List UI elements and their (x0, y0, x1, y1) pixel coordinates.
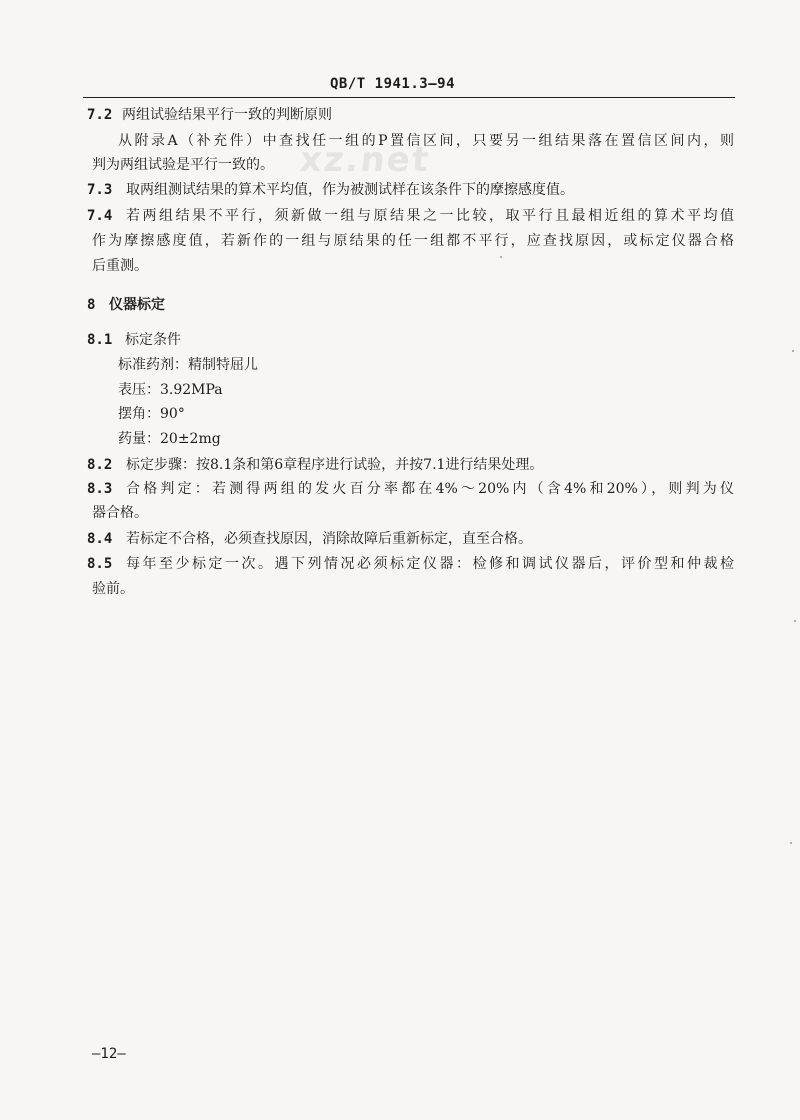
section-8-5-line1: 每年至少标定一次。遇下列情况必须标定仪器：检修和调试仪器后，评价型和仲裁检 (126, 556, 734, 572)
section-7-2-number: 7.2 (87, 107, 113, 123)
section-7-4-line1: 若两组结果不平行，须新做一组与原结果之一比较，取平行且最相近组的算术平均值 (126, 208, 734, 224)
section-7-2-para-line1: 从附录A（补充件）中查找任一组的P置信区间，只要另一组结果落在置信区间内，则 (118, 133, 734, 149)
section-7-2-para-line2: 判为两组试验是平行一致的。 (92, 157, 274, 173)
section-8-1-number: 8.1 (87, 332, 113, 348)
scan-speck (792, 350, 794, 352)
section-8-number: 8 (87, 297, 96, 313)
header-rule (83, 97, 735, 98)
section-8-5-number: 8.5 (87, 556, 113, 572)
section-8-4-number: 8.4 (87, 531, 113, 547)
section-8-1-title: 标定条件 (125, 332, 181, 348)
section-7-4-line3: 后重测。 (92, 258, 148, 274)
page-number: —12— (92, 1046, 126, 1062)
section-8-title: 仪器标定 (109, 297, 165, 313)
section-8-2-text: 标定步骤：按8.1条和第6章程序进行试验，并按7.1进行结果处理。 (126, 457, 544, 473)
section-8-2-number: 8.2 (87, 457, 113, 473)
scan-speck (500, 256, 502, 258)
calibration-condition-item: 标准药剂：精制特屈儿 (118, 357, 258, 373)
section-8-3-line1: 合格判定：若测得两组的发火百分率都在4%～20%内（含4%和20%），则判为仪 (126, 481, 734, 497)
calibration-condition-item: 表压：3.92MPa (118, 382, 223, 398)
calibration-condition-item: 药量：20±2mg (118, 431, 221, 447)
section-7-4-number: 7.4 (87, 208, 113, 224)
scan-speck (794, 620, 796, 622)
scan-speck (790, 842, 792, 844)
section-8-3-line2: 器合格。 (92, 505, 148, 521)
section-8-5-line2: 验前。 (92, 581, 134, 597)
section-8-3-number: 8.3 (87, 481, 113, 497)
standard-code-header: QB/T 1941.3—94 (330, 76, 456, 92)
section-8-4-text: 若标定不合格，必须查找原因，消除故障后重新标定，直至合格。 (126, 531, 532, 547)
calibration-condition-item: 摆角：90° (118, 406, 185, 422)
watermark: xz.net (297, 140, 433, 180)
section-7-3-text: 取两组测试结果的算术平均值，作为被测试样在该条件下的摩擦感度值。 (126, 182, 574, 198)
section-7-3-number: 7.3 (87, 182, 113, 198)
section-7-4-line2: 作为摩擦感度值，若新作的一组与原结果的任一组都不平行，应查找原因，或标定仪器合格 (92, 233, 734, 249)
section-7-2-title: 两组试验结果平行一致的判断原则 (122, 107, 332, 123)
